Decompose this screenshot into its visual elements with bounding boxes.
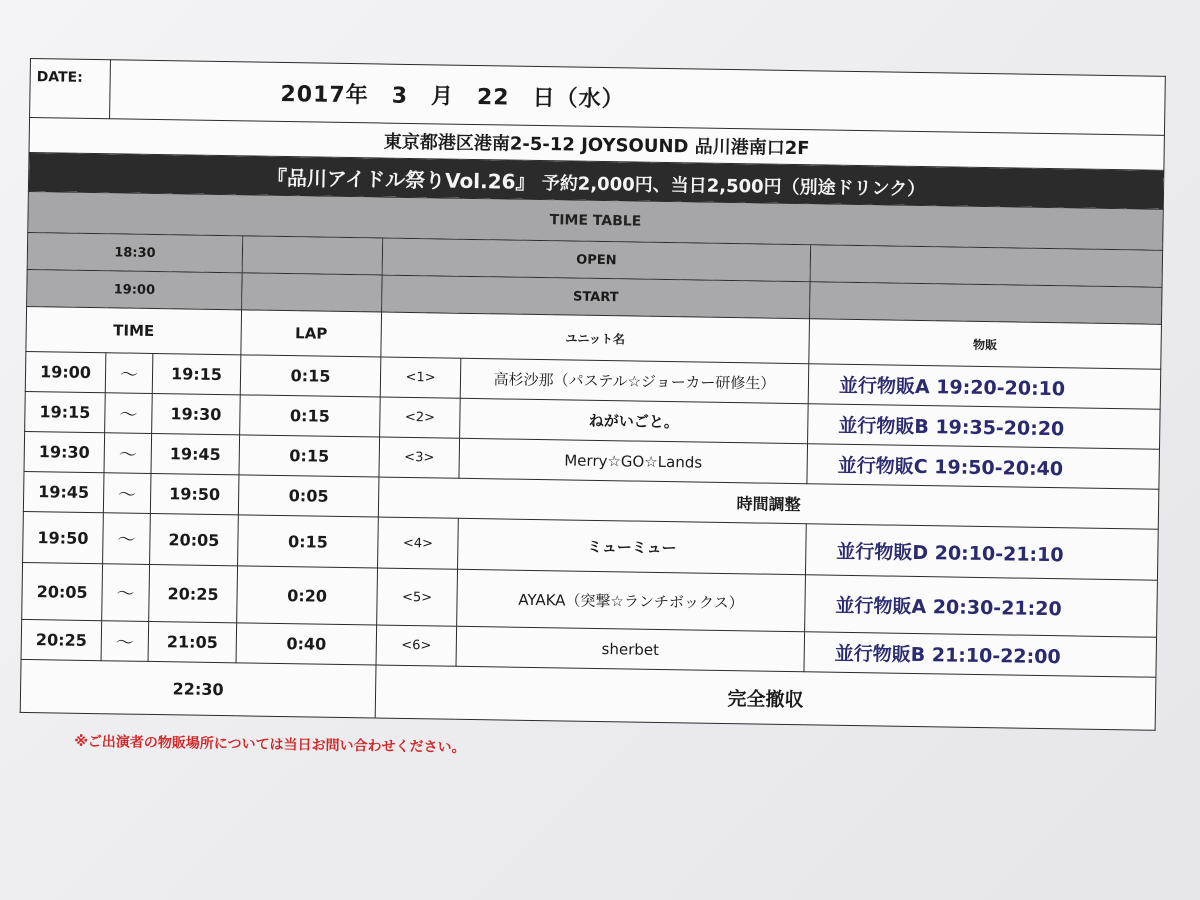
end-time: 19:50 (150, 473, 239, 514)
start-time: 19:45 (23, 471, 104, 512)
end-time: 20:25 (149, 564, 238, 622)
unit-name: 高杉沙那（パステル☆ジョーカー研修生） (460, 358, 809, 403)
start-time: 19:15 (25, 391, 106, 432)
lap: 0:05 (238, 475, 379, 517)
unit-name: sherbet (456, 626, 805, 671)
col-unit: ユニット名 (381, 312, 810, 364)
col-lap: LAP (241, 310, 382, 357)
time-adjustment: 時間調整 (378, 477, 1159, 529)
lap: 0:15 (240, 395, 381, 437)
slot-number: <2> (380, 397, 461, 438)
lap: 0:20 (237, 566, 378, 625)
open-time: 18:30 (27, 232, 243, 272)
unit-name: Merry☆GO☆Lands (459, 438, 808, 483)
merch-slot: 並行物販D 20:10-21:10 (805, 524, 1158, 581)
start-time: 19:30 (24, 431, 105, 472)
open-label: OPEN (382, 238, 811, 282)
tilde: ～ (105, 393, 153, 434)
start-time: 19:00 (25, 351, 106, 392)
tilde: ～ (103, 513, 151, 565)
tilde: ～ (104, 433, 152, 474)
start-time: 19:50 (23, 511, 104, 563)
date-label: DATE: (30, 59, 111, 119)
tilde: ～ (105, 353, 153, 394)
end-time: 19:15 (152, 353, 241, 394)
unit-name: ねがいごと。 (460, 398, 809, 443)
slot-number: <3> (379, 437, 460, 478)
merch-location-note: ※ご出演者の物販場所については当日お問い合わせください。 (74, 733, 466, 756)
merch-slot: 並行物販B 21:10-22:00 (804, 632, 1157, 678)
start-time: 20:05 (22, 562, 103, 620)
slot-number: <4> (378, 517, 459, 569)
end-time: 20:05 (150, 513, 239, 565)
timetable (20, 58, 1166, 731)
lap: 0:15 (239, 435, 380, 477)
tilde: ～ (102, 564, 150, 622)
end-time: 21:05 (148, 621, 237, 662)
tilde: ～ (101, 621, 149, 662)
lap: 0:40 (236, 623, 377, 665)
event-date: 2017年 3 月 22 日（水） (280, 81, 625, 112)
col-merch: 物販 (809, 319, 1162, 370)
slot-number: <6> (376, 625, 457, 666)
merch-slot: 並行物販A 19:20-20:10 (808, 364, 1161, 410)
lap: 0:15 (238, 515, 379, 568)
unit-name: AYAKA（突撃☆ランチボックス） (457, 569, 806, 631)
timetable-label: TIME TABLE (28, 191, 1164, 250)
lap: 0:15 (240, 355, 381, 397)
end-time: 19:30 (152, 393, 241, 434)
final-time: 22:30 (20, 659, 376, 718)
merch-slot: 並行物販A 20:30-21:20 (805, 575, 1158, 638)
col-time: TIME (26, 306, 242, 354)
tilde: ～ (103, 473, 151, 514)
merch-slot: 並行物販B 19:35-20:20 (808, 404, 1161, 450)
venue-address: 東京都港区港南2-5-12 JOYSOUND 品川港南口2F (29, 118, 1164, 171)
start-time: 20:25 (21, 619, 102, 660)
start-label: START (382, 275, 811, 319)
end-time: 19:45 (151, 433, 240, 474)
slot-number: <1> (380, 357, 461, 398)
timetable-sheet (19, 58, 1180, 766)
event-title: 『品川アイドル祭りVol.26』 (266, 165, 536, 194)
event-price: 予約2,000円、当日2,500円（別途ドリンク） (541, 172, 926, 200)
start-time: 19:00 (27, 269, 243, 309)
unit-name: ミューミュー (458, 518, 807, 574)
slot-number: <5> (377, 568, 458, 626)
merch-slot: 並行物販C 19:50-20:40 (807, 444, 1160, 490)
final-label: 完全撤収 (375, 665, 1156, 730)
